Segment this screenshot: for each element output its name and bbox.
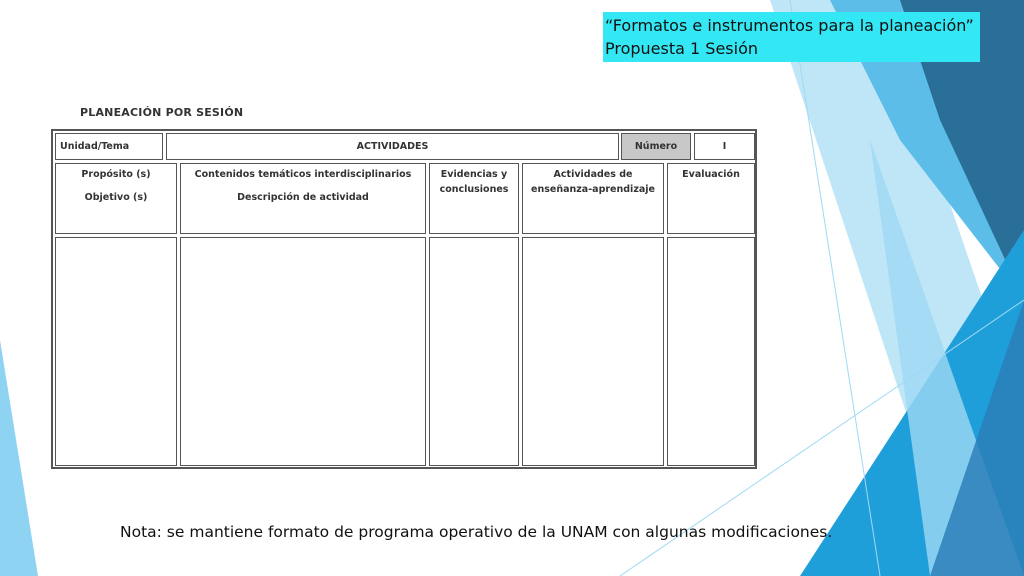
- deco-left-strip: [0, 340, 38, 576]
- descripcion-label: Descripción de actividad: [237, 192, 369, 203]
- contenidos-header-cell: [180, 163, 426, 234]
- actividades-ea-body-cell: [522, 237, 664, 466]
- numero-cell: [621, 133, 691, 160]
- actividades-header-cell: [166, 133, 619, 160]
- numero-label: Número: [634, 141, 678, 152]
- actividades-ea-header-cell: [522, 163, 664, 234]
- evidencias-label-line2: conclusiones: [439, 184, 509, 195]
- evidencias-label-line1: Evidencias y: [440, 169, 508, 180]
- form-heading: PLANEACIÓN POR SESIÓN: [80, 106, 244, 119]
- proposito-body-cell: [55, 237, 177, 466]
- objetivo-label: Objetivo (s): [84, 192, 148, 203]
- slide-title-box: [603, 12, 980, 62]
- numero-value: I: [722, 141, 727, 152]
- evaluacion-header-cell: [667, 163, 755, 234]
- contenidos-body-cell: [180, 237, 426, 466]
- evaluacion-body-cell: [667, 237, 755, 466]
- unidad-tema-label: Unidad/Tema: [60, 141, 130, 152]
- actividades-ea-label-line1: Actividades de: [553, 169, 633, 180]
- slide-title-line2: Propuesta 1 Sesión: [605, 39, 758, 58]
- proposito-label: Propósito (s): [81, 169, 151, 180]
- actividades-header-label: ACTIVIDADES: [356, 141, 429, 152]
- evidencias-header-cell: [429, 163, 519, 234]
- slide-title-line1: “Formatos e instrumentos para la planeación”: [605, 16, 974, 35]
- unidad-tema-cell: [55, 133, 163, 160]
- footnote-text: Nota: se mantiene formato de programa operativo de la UNAM con algunas modificaciones.: [120, 523, 833, 541]
- numero-value-cell: [694, 133, 755, 160]
- contenidos-label: Contenidos temáticos interdisciplinarios: [194, 169, 412, 180]
- planning-form-table: [51, 129, 757, 469]
- actividades-ea-label-line2: enseñanza-aprendizaje: [531, 184, 655, 195]
- proposito-header-cell: [55, 163, 177, 234]
- evidencias-body-cell: [429, 237, 519, 466]
- evaluacion-label: Evaluación: [682, 169, 740, 180]
